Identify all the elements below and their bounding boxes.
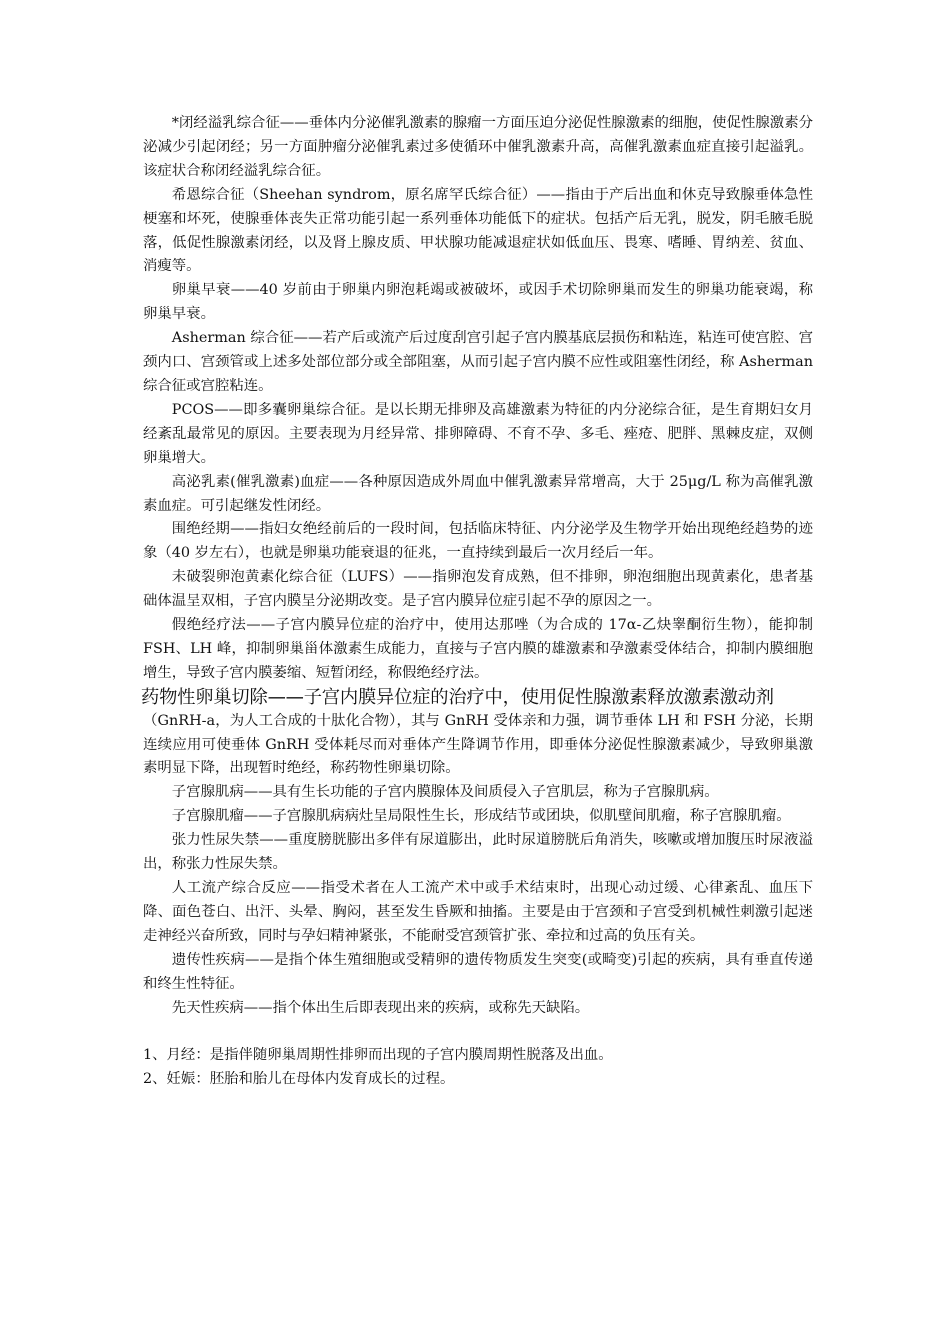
paragraph-stress-incontinence: 张力性尿失禁——重度膀胱膨出多伴有尿道膨出，此时尿道膀胱后角消失，咳嗽或增加腹压时尿液溢出，称张力性尿失禁。 xyxy=(143,832,813,873)
paragraph-sheehan: 希恩综合征（Sheehan syndrom，原名席罕氏综合征）——指由于产后出血和休克导致腺垂体急性梗塞和坏死，使腺垂体丧失正常功能引起一系列垂体功能低下的症状。包括产后无乳，脱发，阴毛腋毛脱落，低促性腺激素闭经，以及肾上腺皮质、甲状腺功能减退症状如低血压、畏寒、嗜睡、胃纳差、贫血、消瘦等。 xyxy=(143,186,813,275)
paragraph-amenorrhea-galactorrhea: *闭经溢乳综合征——垂体内分泌催乳激素的腺瘤一方面压迫分泌促性腺激素的细胞，使促性腺激素分泌减少引起闭经；另一方面肿瘤分泌催乳素过多使循环中催乳激素升高，高催乳激素血症直接引起溢乳。该症状合称闭经溢乳综合征。 xyxy=(143,115,813,179)
paragraph-pcos: PCOS——即多囊卵巢综合征。是以长期无排卵及高雄激素为特征的内分泌综合征，是生育期妇女月经紊乱最常见的原因。主要表现为月经异常、排卵障碍、不育不孕、多毛、痤疮、肥胖、黑棘皮症，双侧卵巢增大。 xyxy=(143,401,813,466)
paragraph-abortion-syndrome: 人工流产综合反应——指受术者在人工流产术中或手术结束时，出现心动过缓、心律紊乱、血压下降、面色苍白、出汗、头晕、胸闷，甚至发生昏厥和抽搐。主要是由于宫颈和子宫受到机械性刺激引起迷走神经兴奋所致，同时与孕妇精神紧张，不能耐受宫颈管扩张、牵拉和过高的负压有关。 xyxy=(143,880,813,944)
document-page xyxy=(143,112,813,1092)
paragraph-perimenopause: 围绝经期——指妇女绝经前后的一段时间，包括临床特征、内分泌学及生物学开始出现绝经趋势的迹象（40 岁左右），也就是卵巢功能衰退的征兆，一直持续到最后一次月经后一年。 xyxy=(143,521,813,562)
paragraph-hyperprolactinemia: 高泌乳素(催乳激素)血症——各种原因造成外周血中催乳激素异常增高，大于 25μg/L 称为高催乳激素血症。可引起继发性闭经。 xyxy=(143,473,813,514)
paragraph-asherman: Asherman 综合征——若产后或流产后过度刮宫引起子宫内膜基底层损伤和粘连，粘连可使宫腔、宫颈内口、宫颈管或上述多处部位部分或全部阻塞，从而引起子宫内膜不应性或阻塞性闭经，称 Asherman 综合征或宫腔粘连。 xyxy=(143,330,813,394)
numbered-item-pregnancy: 2、妊娠：胚胎和胎儿在母体内发育成长的过程。 xyxy=(143,1071,455,1088)
paragraph-congenital-disease: 先天性疾病——指个体出生后即表现出来的疾病，或称先天缺陷。 xyxy=(171,999,590,1016)
numbered-item-menstruation: 1、月经：是指伴随卵巢周期性排卵而出现的子宫内膜周期性脱落及出血。 xyxy=(143,1047,613,1064)
paragraph-pseudomenopause: 假绝经疗法——子宫内膜异位症的治疗中，使用达那唑（为合成的 17α-乙炔睾酮衍生物），能抑制 FSH、LH 峰，抑制卵巢甾体激素生成能力，直接与子宫内膜的雄激素和孕激素受体结合，抑制内膜细胞增生，导致子宫内膜萎缩、短暂闭经，称假绝经疗法。 xyxy=(143,617,813,681)
paragraph-premature-ovarian-failure: 卵巢早衰——40 岁前由于卵巢内卵泡耗竭或被破坏，或因手术切除卵巢而发生的卵巢功能衰竭，称卵巢早衰。 xyxy=(143,282,813,323)
paragraph-adenomyoma: 子宫腺肌瘤——子宫腺肌病病灶呈局限性生长，形成结节或团块，似肌壁间肌瘤，称子宫腺肌瘤。 xyxy=(171,808,791,825)
section-spacer xyxy=(143,1020,813,1044)
paragraph-lufs: 未破裂卵泡黄素化综合征（LUFS）——指卵泡发育成熟，但不排卵，卵泡细胞出现黄素化，患者基础体温呈双相，子宫内膜呈分泌期改变。是子宫内膜异位症引起不孕的原因之一。 xyxy=(143,569,813,610)
paragraph-drug-oophorectomy-body: （GnRH-a，为人工合成的十肽化合物），其与 GnRH 受体亲和力强，调节垂体 LH 和 FSH 分泌，长期连续应用可使垂体 GnRH 受体耗尽而对垂体产生降调节作用，即垂体分泌促性腺激素减少，导致卵巢激素明显下降，出现暂时绝经，称药物性卵巢切除。 xyxy=(143,712,813,777)
paragraph-genetic-disease: 遗传性疾病——是指个体生殖细胞或受精卵的遗传物质发生突变(或畸变)引起的疾病，具有垂直传递和终生性特征。 xyxy=(143,951,813,992)
paragraph-drug-oophorectomy-heading: 药物性卵巢切除——子宫内膜异位症的治疗中，使用促性腺激素释放激素激动剂 xyxy=(141,686,774,708)
paragraph-adenomyosis: 子宫腺肌病——具有生长功能的子宫内膜腺体及间质侵入子宫肌层，称为子宫腺肌病。 xyxy=(171,784,719,801)
